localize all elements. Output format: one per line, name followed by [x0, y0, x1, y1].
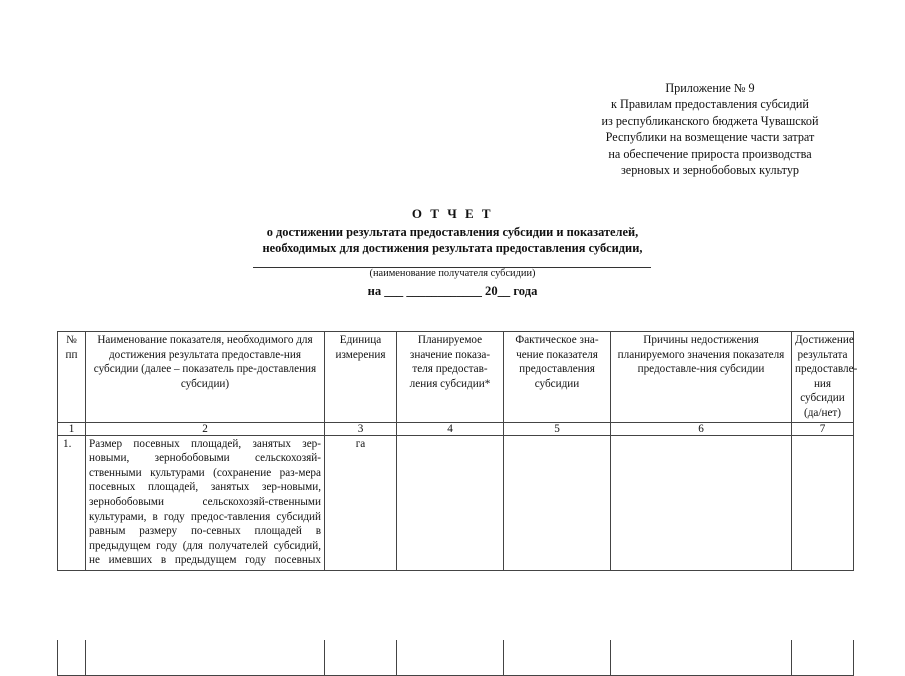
header-cell-achieved: Достижение результата предоставле-ния субсидии (да/нет)	[792, 332, 854, 423]
header-cell-reasons: Причины недостижения планируемого значения показателя предоставле-ния субсидии	[611, 332, 792, 423]
column-number: 2	[86, 422, 325, 435]
header-cell-actual: Фактическое зна-чение показателя предоставления субсидии	[504, 332, 611, 423]
subtitle-line: необходимых для достижения результата предоставления субсидии,	[262, 241, 643, 255]
appendix-line: к Правилам предоставления субсидий	[611, 97, 809, 112]
appendix-line: зерновых и зернобобовых культур	[620, 163, 800, 178]
header-row	[58, 332, 854, 423]
appendix-block	[560, 80, 860, 178]
column-number: 6	[611, 422, 792, 435]
appendix-line: Приложение № 9	[665, 81, 755, 95]
row-indicator-name: Размер посевных площадей, занятых зер-новыми, зернобобовыми сельскохозяй-ственными культурами (сохранение раз-мера посевных площадей, занятых зер-новыми, зернобобовыми сельскохозяй-ственными культурами, в году предос-тавления субсидий равным размеру по-севных площадей в предыдущем году (для получателей субсидий, не имевших в предыдущем году посевных	[86, 435, 325, 675]
report-subtitle	[0, 224, 905, 256]
row-unit: га	[325, 435, 397, 675]
column-number: 1	[58, 422, 86, 435]
header-cell-unit: Единица измерения	[325, 332, 397, 423]
header-cell-planned: Планируемое значение показа-теля предостав-ления субсидии*	[397, 332, 504, 423]
page-crop-mask	[0, 571, 905, 640]
appendix-line: из республиканского бюджета Чувашской	[601, 113, 819, 128]
appendix-line: на обеспечение прироста производства	[608, 146, 812, 161]
recipient-caption: (наименование получателя субсидии)	[369, 268, 536, 279]
column-number: 3	[325, 422, 397, 435]
column-number: 7	[792, 422, 854, 435]
column-number: 5	[504, 422, 611, 435]
appendix-line: Республики на возмещение части затрат	[605, 130, 815, 145]
row-number: 1.	[58, 435, 86, 675]
report-title: О Т Ч Е Т	[411, 206, 494, 221]
subtitle-line: о достижении результата предоставления субсидии и показателей,	[266, 225, 639, 239]
header-cell-indicator: Наименование показателя, необходимого для достижения результата предоставле-ния субсидии (далее – показатель пре-доставления субсидии)	[86, 332, 325, 423]
report-period: на ___ ____________ 20__ года	[367, 284, 538, 298]
header-cell-num: № пп	[58, 332, 86, 423]
column-number-row	[58, 422, 854, 435]
table-bottom-border	[57, 570, 853, 571]
column-number: 4	[397, 422, 504, 435]
